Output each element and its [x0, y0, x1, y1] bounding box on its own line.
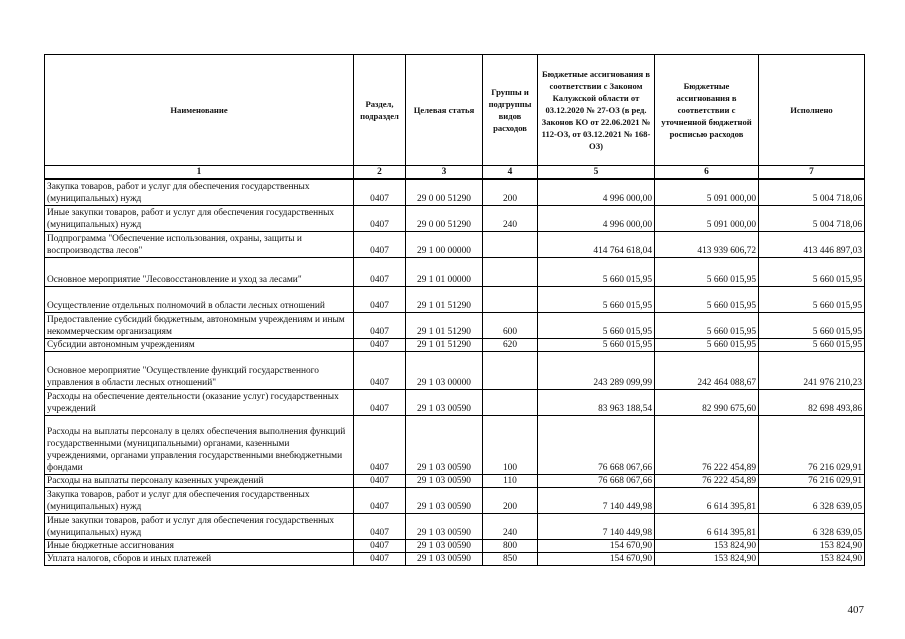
- row-name: Расходы на обеспечение деятельности (оказание услуг) государственных учреждений: [45, 390, 354, 416]
- row-executed-amount: 6 328 639,05: [759, 488, 865, 514]
- header-row: [45, 55, 865, 166]
- row-executed-amount: 5 660 015,95: [759, 339, 865, 352]
- row-name: Основное мероприятие "Осуществление функций государственного управления в области лесных отношений": [45, 352, 354, 390]
- header-name: Наименование: [45, 55, 354, 166]
- row-law-amount: 5 660 015,95: [538, 258, 655, 287]
- row-law-amount: 4 996 000,00: [538, 206, 655, 232]
- row-executed-amount: 153 824,90: [759, 553, 865, 566]
- table-row: [45, 352, 865, 390]
- row-law-amount: 414 764 618,04: [538, 232, 655, 258]
- row-plan-amount: 153 824,90: [655, 553, 759, 566]
- row-executed-amount: 5 004 718,06: [759, 179, 865, 206]
- row-target: 29 1 00 00000: [406, 232, 483, 258]
- row-group: [483, 232, 538, 258]
- row-plan-amount: 5 660 015,95: [655, 258, 759, 287]
- row-section: 0407: [354, 475, 406, 488]
- row-name: Основное мероприятие "Лесовосстановление и уход за лесами": [45, 258, 354, 287]
- row-section: 0407: [354, 232, 406, 258]
- row-target: 29 0 00 51290: [406, 206, 483, 232]
- row-name: Осуществление отдельных полномочий в области лесных отношений: [45, 287, 354, 313]
- row-name: Закупка товаров, работ и услуг для обеспечения государственных (муниципальных) нужд: [45, 488, 354, 514]
- row-name: Иные закупки товаров, работ и услуг для обеспечения государственных (муниципальных) нужд: [45, 206, 354, 232]
- row-target: 29 1 01 00000: [406, 258, 483, 287]
- row-executed-amount: 6 328 639,05: [759, 514, 865, 540]
- row-section: 0407: [354, 553, 406, 566]
- row-section: 0407: [354, 313, 406, 339]
- row-group: 200: [483, 488, 538, 514]
- row-plan-amount: 5 660 015,95: [655, 287, 759, 313]
- row-executed-amount: 76 216 029,91: [759, 475, 865, 488]
- row-target: 29 1 01 51290: [406, 313, 483, 339]
- row-plan-amount: 5 660 015,95: [655, 339, 759, 352]
- row-group: 800: [483, 540, 538, 553]
- row-target: 29 0 00 51290: [406, 179, 483, 206]
- table-row: [45, 206, 865, 232]
- row-name: Подпрограмма "Обеспечение использования, охраны, защиты и воспроизводства лесов": [45, 232, 354, 258]
- row-section: 0407: [354, 179, 406, 206]
- table-row: [45, 313, 865, 339]
- row-executed-amount: 5 660 015,95: [759, 258, 865, 287]
- row-section: 0407: [354, 206, 406, 232]
- row-law-amount: 154 670,90: [538, 553, 655, 566]
- row-section: 0407: [354, 488, 406, 514]
- row-law-amount: 5 660 015,95: [538, 313, 655, 339]
- budget-table: [44, 54, 865, 566]
- row-plan-amount: 6 614 395,81: [655, 514, 759, 540]
- row-group: [483, 287, 538, 313]
- row-group: [483, 390, 538, 416]
- row-executed-amount: 76 216 029,91: [759, 416, 865, 475]
- row-plan-amount: 6 614 395,81: [655, 488, 759, 514]
- row-name: Субсидии автономным учреждениям: [45, 339, 354, 352]
- header-plan-allocation: Бюджетные ассигнования в соответствии с уточненной бюджетной росписью расходов: [655, 55, 759, 166]
- row-executed-amount: 413 446 897,03: [759, 232, 865, 258]
- row-group: [483, 352, 538, 390]
- row-target: 29 1 03 00590: [406, 553, 483, 566]
- row-plan-amount: 76 222 454,89: [655, 475, 759, 488]
- row-section: 0407: [354, 416, 406, 475]
- row-target: 29 1 03 00590: [406, 416, 483, 475]
- row-law-amount: 7 140 449,98: [538, 514, 655, 540]
- row-section: 0407: [354, 258, 406, 287]
- table-row: [45, 390, 865, 416]
- row-target: 29 1 03 00590: [406, 540, 483, 553]
- row-executed-amount: 5 660 015,95: [759, 287, 865, 313]
- row-law-amount: 5 660 015,95: [538, 287, 655, 313]
- row-executed-amount: 153 824,90: [759, 540, 865, 553]
- table-row: [45, 232, 865, 258]
- row-group: [483, 258, 538, 287]
- header-section: Раздел, подраздел: [354, 55, 406, 166]
- row-law-amount: 76 668 067,66: [538, 475, 655, 488]
- table-row: [45, 416, 865, 475]
- row-plan-amount: 82 990 675,60: [655, 390, 759, 416]
- row-plan-amount: 5 660 015,95: [655, 313, 759, 339]
- table-row: [45, 475, 865, 488]
- row-group: 620: [483, 339, 538, 352]
- header-executed: Исполнено: [759, 55, 865, 166]
- row-group: 200: [483, 179, 538, 206]
- column-index: 1: [45, 166, 354, 180]
- row-name: Иные закупки товаров, работ и услуг для обеспечения государственных (муниципальных) нужд: [45, 514, 354, 540]
- row-executed-amount: 5 660 015,95: [759, 313, 865, 339]
- row-name: Расходы на выплаты персоналу в целях обеспечения выполнения функций государственными (муниципальными) органами, казенными учреждениями, органами управления государственными внебюджетными фондами: [45, 416, 354, 475]
- row-plan-amount: 5 091 000,00: [655, 206, 759, 232]
- row-plan-amount: 413 939 606,72: [655, 232, 759, 258]
- column-index: 7: [759, 166, 865, 180]
- row-plan-amount: 76 222 454,89: [655, 416, 759, 475]
- row-executed-amount: 5 004 718,06: [759, 206, 865, 232]
- page-number: 407: [847, 604, 864, 616]
- header-target: Целевая статья: [406, 55, 483, 166]
- row-plan-amount: 5 091 000,00: [655, 179, 759, 206]
- table-row: [45, 553, 865, 566]
- row-group: 110: [483, 475, 538, 488]
- row-law-amount: 4 996 000,00: [538, 179, 655, 206]
- table-row: [45, 488, 865, 514]
- row-section: 0407: [354, 352, 406, 390]
- row-target: 29 1 03 00590: [406, 475, 483, 488]
- table-row: [45, 540, 865, 553]
- table-row: [45, 179, 865, 206]
- row-law-amount: 154 670,90: [538, 540, 655, 553]
- row-name: Расходы на выплаты персоналу казенных учреждений: [45, 475, 354, 488]
- header-group: Группы и подгруппы видов расходов: [483, 55, 538, 166]
- row-group: 240: [483, 514, 538, 540]
- column-index: 6: [655, 166, 759, 180]
- row-plan-amount: 242 464 088,67: [655, 352, 759, 390]
- row-target: 29 1 03 00590: [406, 390, 483, 416]
- row-group: 600: [483, 313, 538, 339]
- row-section: 0407: [354, 540, 406, 553]
- row-target: 29 1 01 51290: [406, 339, 483, 352]
- row-group: 240: [483, 206, 538, 232]
- row-executed-amount: 82 698 493,86: [759, 390, 865, 416]
- row-plan-amount: 153 824,90: [655, 540, 759, 553]
- table-row: [45, 287, 865, 313]
- column-index: 2: [354, 166, 406, 180]
- row-target: 29 1 03 00590: [406, 514, 483, 540]
- table-row: [45, 339, 865, 352]
- row-name: Предоставление субсидий бюджетным, автономным учреждениям и иным некоммерческим организациям: [45, 313, 354, 339]
- row-target: 29 1 03 00000: [406, 352, 483, 390]
- row-name: Иные бюджетные ассигнования: [45, 540, 354, 553]
- row-law-amount: 76 668 067,66: [538, 416, 655, 475]
- table-row: [45, 514, 865, 540]
- row-law-amount: 5 660 015,95: [538, 339, 655, 352]
- row-section: 0407: [354, 339, 406, 352]
- header-law-allocation: Бюджетные ассигнования в соответствии с Законом Калужской области от 03.12.2020 № 27-ОЗ (в ред. Законов КО от 22.06.2021 № 112-ОЗ, от 03.12.2021 № 168-ОЗ): [538, 55, 655, 166]
- row-law-amount: 243 289 099,99: [538, 352, 655, 390]
- row-group: 100: [483, 416, 538, 475]
- table-row: [45, 258, 865, 287]
- row-target: 29 1 01 51290: [406, 287, 483, 313]
- row-name: Закупка товаров, работ и услуг для обеспечения государственных (муниципальных) нужд: [45, 179, 354, 206]
- column-index: 5: [538, 166, 655, 180]
- row-section: 0407: [354, 390, 406, 416]
- column-index: 4: [483, 166, 538, 180]
- row-executed-amount: 241 976 210,23: [759, 352, 865, 390]
- column-index-row: [45, 166, 865, 180]
- row-target: 29 1 03 00590: [406, 488, 483, 514]
- row-law-amount: 7 140 449,98: [538, 488, 655, 514]
- row-name: Уплата налогов, сборов и иных платежей: [45, 553, 354, 566]
- column-index: 3: [406, 166, 483, 180]
- row-group: 850: [483, 553, 538, 566]
- row-law-amount: 83 963 188,54: [538, 390, 655, 416]
- row-section: 0407: [354, 514, 406, 540]
- row-section: 0407: [354, 287, 406, 313]
